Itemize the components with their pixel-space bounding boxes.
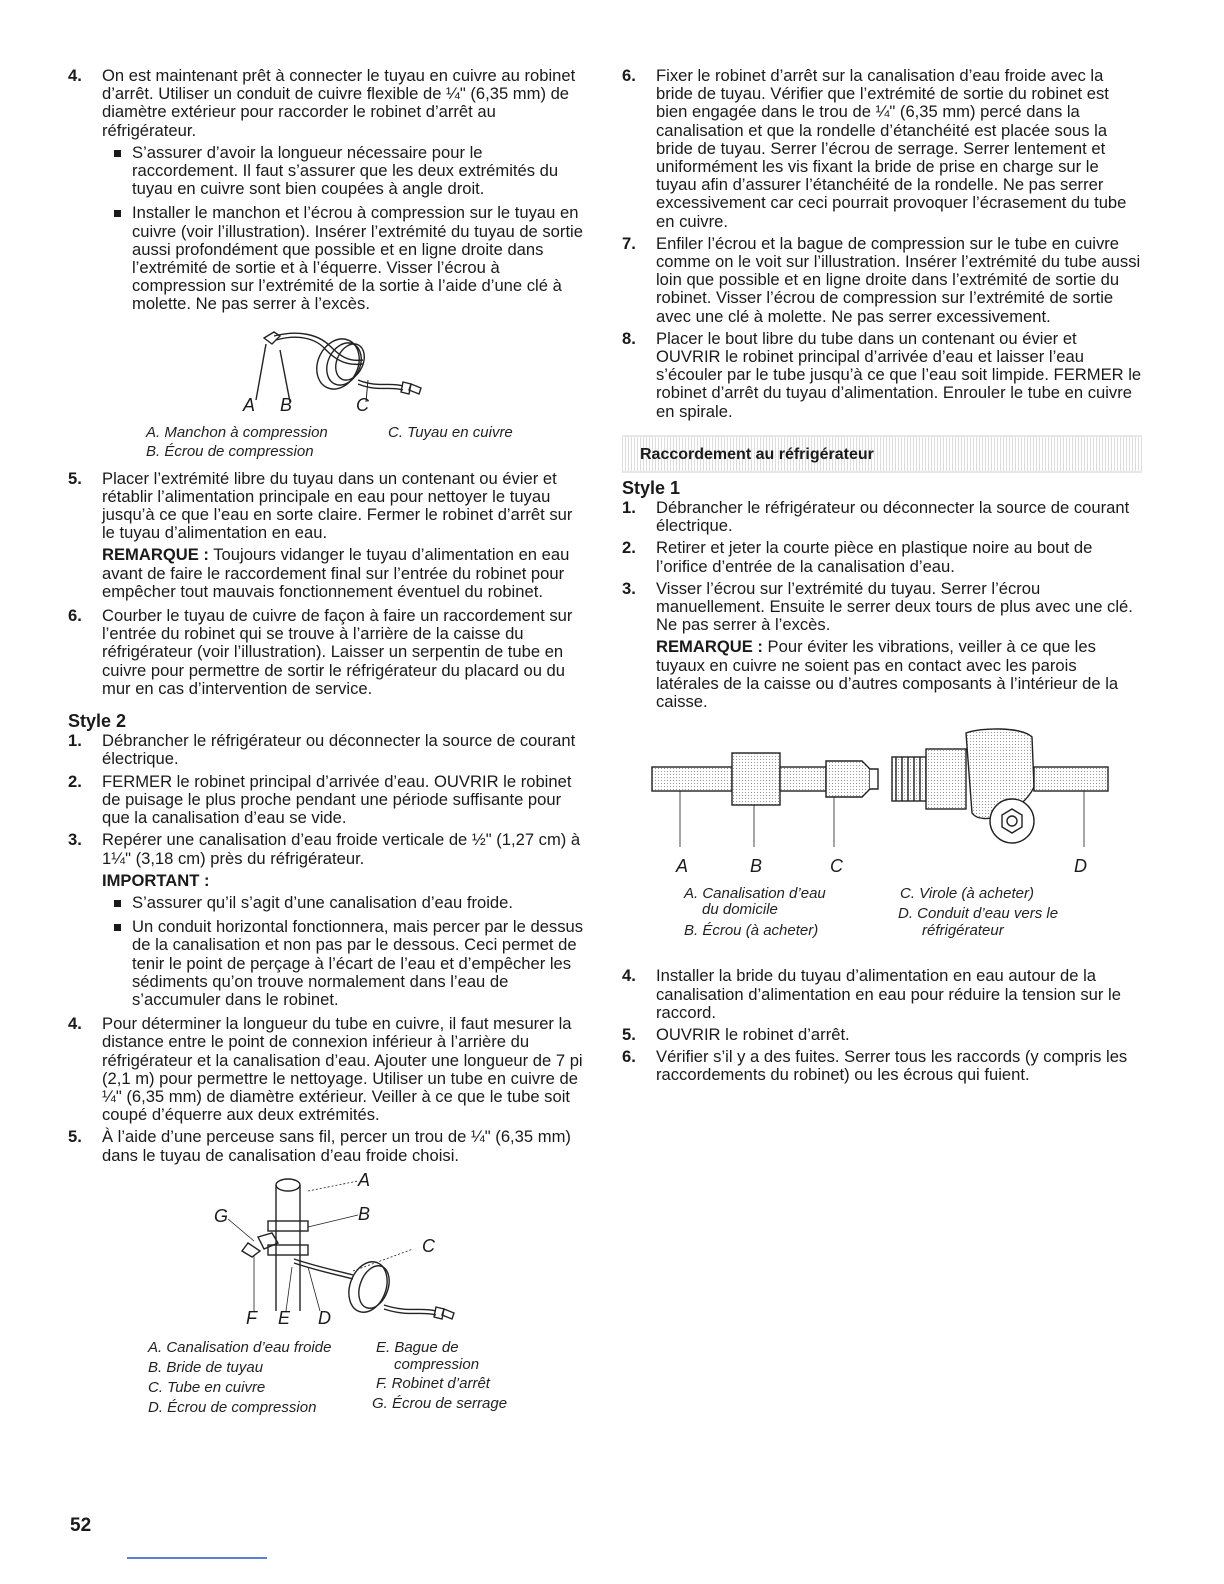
note-label: REMARQUE : <box>656 637 763 657</box>
step-number: 5. <box>622 1024 636 1044</box>
label-a: A <box>243 394 256 415</box>
step-7 <box>622 235 1142 326</box>
step-number: 5. <box>68 468 82 488</box>
caption-d: D. Écrou de compression <box>148 1398 317 1416</box>
caption-b: B. Écrou (à acheter) <box>684 922 819 940</box>
caption-a: A. Canalisation d’eau <box>684 885 826 903</box>
step-number: 7. <box>622 233 636 253</box>
step-number: 4. <box>68 1014 82 1034</box>
step-number: 1. <box>622 498 636 518</box>
label-a: A <box>358 1169 371 1190</box>
caption-c: C. Virole (à acheter) <box>900 885 1034 903</box>
bullet: Un conduit horizontal fonctionnera, mais percer par le dessus de la canalisation et non pas par le dessous. Ceci permet de tenir le point de perçage à l’écart de l’eau et d’empêcher les sédiments qu’on trouve normalement dans l’eau de s’accumuler dans le robinet. <box>68 918 588 1009</box>
water-line-connection-illustration <box>622 717 1142 877</box>
step-number: 5. <box>68 1127 82 1147</box>
step-text: Placer le bout libre du tube dans un contenant ou évier et OUVRIR le robinet principal d’arrivée d’eau et laisser l’eau s’écouler par le tube jusqu’à ce que l’eau soit limpide. FERMER le robinet d’arrêt du tuyau d’alimentation. Enrouler le tube en cuivre en spirale. <box>656 328 1142 421</box>
step-5 <box>68 470 588 543</box>
step-6 <box>622 67 1142 231</box>
caption-c: C. Tube en cuivre <box>148 1378 266 1396</box>
caption-d-cont: réfrigérateur <box>922 922 1004 940</box>
step-text: Visser l’écrou sur l’extrémité du tuyau. Serrer l’écrou manuellement. Ensuite le serrer deux tours de plus avec une clé. Ne pas serrer à l’excès. <box>656 578 1133 635</box>
bottom-rule <box>127 1557 267 1559</box>
step-number: 2. <box>622 538 636 558</box>
right-column <box>622 67 1142 1089</box>
style1-step-6 <box>622 1048 1142 1084</box>
step-text: FERMER le robinet principal d’arrivée d’eau. OUVRIR le robinet de puisage le plus proche pendant une période suffisante pour que la canalisation d’eau se vide. <box>102 771 572 828</box>
style2-step-5 <box>68 1128 588 1164</box>
step-text: Débrancher le réfrigérateur ou déconnecter la source de courant électrique. <box>102 731 576 769</box>
step-text: Vérifier s’il y a des fuites. Serrer tous les raccords (y compris les raccordements du robinet) ou les écrous qui fuient. <box>656 1047 1128 1085</box>
style2-step-3 <box>68 831 588 867</box>
label-b: B <box>358 1203 371 1224</box>
step-text: OUVRIR le robinet d’arrêt. <box>656 1024 850 1044</box>
shutoff-valve-illustration <box>68 1171 588 1331</box>
style2-step-1 <box>68 732 588 768</box>
step-text: Fixer le robinet d’arrêt sur la canalisation d’eau froide avec la bride de tuyau. Vérifier que l’extrémité de sortie du robinet est bien engagée dans le trou de ¼" (6,35 mm) percé dans la canalisation et que la rondelle d’étanchéité est placée sous la bride de tuyau. Serrer l’écrou de serrage. Serrer lentement et uniformément les vis fixant la bride de prise en charge sur le tuyau afin d’assurer l’étanchéité de la rondelle. Ne pas serrer excessivement car ceci pourrait provoquer l’écrasement du tube en cuivre. <box>656 66 1127 231</box>
step-text: Retirer et jeter la courte pièce en plastique noire au bout de l’orifice d’entrée de la canalisation d’eau. <box>656 538 1093 576</box>
label-c: C <box>830 856 843 877</box>
caption-b: B. Bride de tuyau <box>148 1358 264 1376</box>
style1-step-5 <box>622 1026 1142 1044</box>
step-text: À l’aide d’une perceuse sans fil, percer un trou de ¼" (6,35 mm) dans le tuyau de canalisation d’eau froide choisi. <box>102 1127 571 1165</box>
style1-step-1 <box>622 499 1142 535</box>
step-4 <box>68 67 588 140</box>
step-text: Repérer une canalisation d’eau froide verticale de ½" (1,27 cm) à 1¼" (3,18 cm) près du réfrigérateur. <box>102 830 581 868</box>
step-6 <box>68 607 588 698</box>
copper-coil-illustration <box>68 320 588 410</box>
figure-compression-sleeve <box>68 320 588 460</box>
step-text: Installer la bride du tuyau d’alimentation en eau autour de la canalisation d’alimentation en eau pour réduire la tension sur le raccord. <box>656 966 1121 1022</box>
step-text: Pour déterminer la longueur du tube en cuivre, il faut mesurer la distance entre le point de connexion inférieur à l’arrière du réfrigérateur et la canalisation d’eau. Ajouter une longueur de 7 pi (2,1 m) pour permettre le nettoyage. Utiliser un tube en cuivre de ¼" (6,35 mm) de diamètre extérieur. Veiller à ce que le tube soit coupé d’équerre aux deux extrémités. <box>102 1014 583 1125</box>
style-2-heading: Style 2 <box>68 711 127 732</box>
label-f: F <box>246 1307 257 1328</box>
caption-e: E. Bague de <box>376 1338 459 1356</box>
step-text: Placer l’extrémité libre du tuyau dans un contenant ou évier et rétablir l’alimentation principale en eau pour nettoyer le tuyau jusqu’à ce que l’eau en sorte claire. Fermer le robinet d’arrêt sur le tuyau d’alimentation en eau. <box>102 468 573 543</box>
section-heading-bar <box>622 435 1142 473</box>
step-number: 4. <box>68 66 82 85</box>
caption-e-cont: compression <box>394 1355 480 1373</box>
style2-step-2 <box>68 773 588 828</box>
caption-b: B. Écrou de compression <box>146 442 314 460</box>
note-text: Pour éviter les vibrations, veiller à ce que les tuyaux en cuivre ne soient pas en contact avec les parois latérales de la caisse ou d’autres composants à l’intérieur de la caisse. <box>656 637 1119 712</box>
step-number: 3. <box>68 830 82 850</box>
step-number: 3. <box>622 578 636 598</box>
page-number: 52 <box>70 1515 92 1536</box>
style-1-heading: Style 1 <box>622 477 681 498</box>
caption-f: F. Robinet d’arrêt <box>376 1374 490 1392</box>
caption-g: G. Écrou de serrage <box>372 1394 508 1412</box>
style1-step-3 <box>622 580 1142 635</box>
step-text: Enfiler l’écrou et la bague de compression sur le tube en cuivre comme on le voit sur l’illustration. Insérer l’extrémité du tube aussi loin que possible et en ligne droite dans l’extrémité de sortie du robinet. Visser l’écrou de compression sur l’extrémité de sortie avec une clé à molette. Ne pas serrer excessivement. <box>656 233 1141 326</box>
step-number: 6. <box>68 606 82 626</box>
note-text: Toujours vidanger le tuyau d’alimentation en eau avant de faire le raccordement final sur l’entrée du robinet pour empêcher tout mauvais fonctionnement éventuel du robinet. <box>102 545 570 601</box>
step-8 <box>622 330 1142 421</box>
figure-shutoff-valve <box>68 1171 588 1421</box>
caption-d: D. Conduit d’eau vers le <box>898 905 1059 923</box>
caption-a: A. Canalisation d’eau froide <box>148 1338 332 1356</box>
left-column <box>68 67 588 1421</box>
style2-step-4 <box>68 1015 588 1124</box>
caption-c: C. Tuyau en cuivre <box>388 423 513 441</box>
step-number: 6. <box>622 1047 636 1067</box>
step-number: 4. <box>622 966 636 986</box>
label-e: E <box>278 1307 291 1328</box>
step-text: Courber le tuyau de cuivre de façon à faire un raccordement sur l’entrée du robinet qui se trouve à l’arrière de la caisse du réfrigérateur (voir l’illustration). Laisser un serpentin de tube en cuivre pour permettre de sortir le réfrigérateur du placard ou du mur en cas d’intervention de service. <box>102 606 573 698</box>
step-text: Débrancher le réfrigérateur ou déconnecter la source de courant électrique. <box>656 498 1130 536</box>
note <box>622 638 1142 711</box>
note <box>68 546 588 601</box>
label-c: C <box>356 394 369 415</box>
step-number: 8. <box>622 328 636 348</box>
bullet: S’assurer qu’il s’agit d’une canalisation d’eau froide. <box>68 894 588 912</box>
bullet: Installer le manchon et l’écrou à compression sur le tuyau en cuivre (voir l’illustration). Insérer l’extrémité du tuyau de sortie aussi profondément que possible et en ligne droite dans l’extrémité de sortie et à l’équerre. Visser l’écrou à compression sur l’extrémité de la sortie à l’aide d’une clé à molette. Ne pas serrer à l’excès. <box>68 204 588 313</box>
caption-a: A. Manchon à compression <box>146 423 328 441</box>
bullet: S’assurer d’avoir la longueur nécessaire pour le raccordement. Il faut s’assurer que les deux extrémités du tuyau en cuivre sont bien coupées à angle droit. <box>68 144 588 199</box>
step-number: 2. <box>68 771 82 791</box>
section-title: Raccordement au réfrigérateur <box>640 445 874 463</box>
step-number: 1. <box>68 731 82 751</box>
figure-water-line-connection <box>622 717 1142 967</box>
style1-step-2 <box>622 539 1142 575</box>
important-heading: IMPORTANT : <box>102 870 210 890</box>
label-a: A <box>676 856 689 877</box>
step-text: On est maintenant prêt à connecter le tuyau en cuivre au robinet d’arrêt. Utiliser un conduit de cuivre flexible de ¼" (6,35 mm) de diamètre extérieur pour raccorder le robinet d’arrêt au réfrigérateur. <box>102 66 576 140</box>
caption-a-cont: du domicile <box>702 901 778 919</box>
note-label: REMARQUE : <box>102 545 209 565</box>
label-d: D <box>1074 856 1087 877</box>
label-d: D <box>318 1307 331 1328</box>
style1-step-4 <box>622 967 1142 1022</box>
step-number: 6. <box>622 66 636 85</box>
label-g: G <box>214 1205 229 1226</box>
label-b: B <box>280 394 293 415</box>
label-b: B <box>750 856 763 877</box>
label-c: C <box>422 1235 435 1256</box>
